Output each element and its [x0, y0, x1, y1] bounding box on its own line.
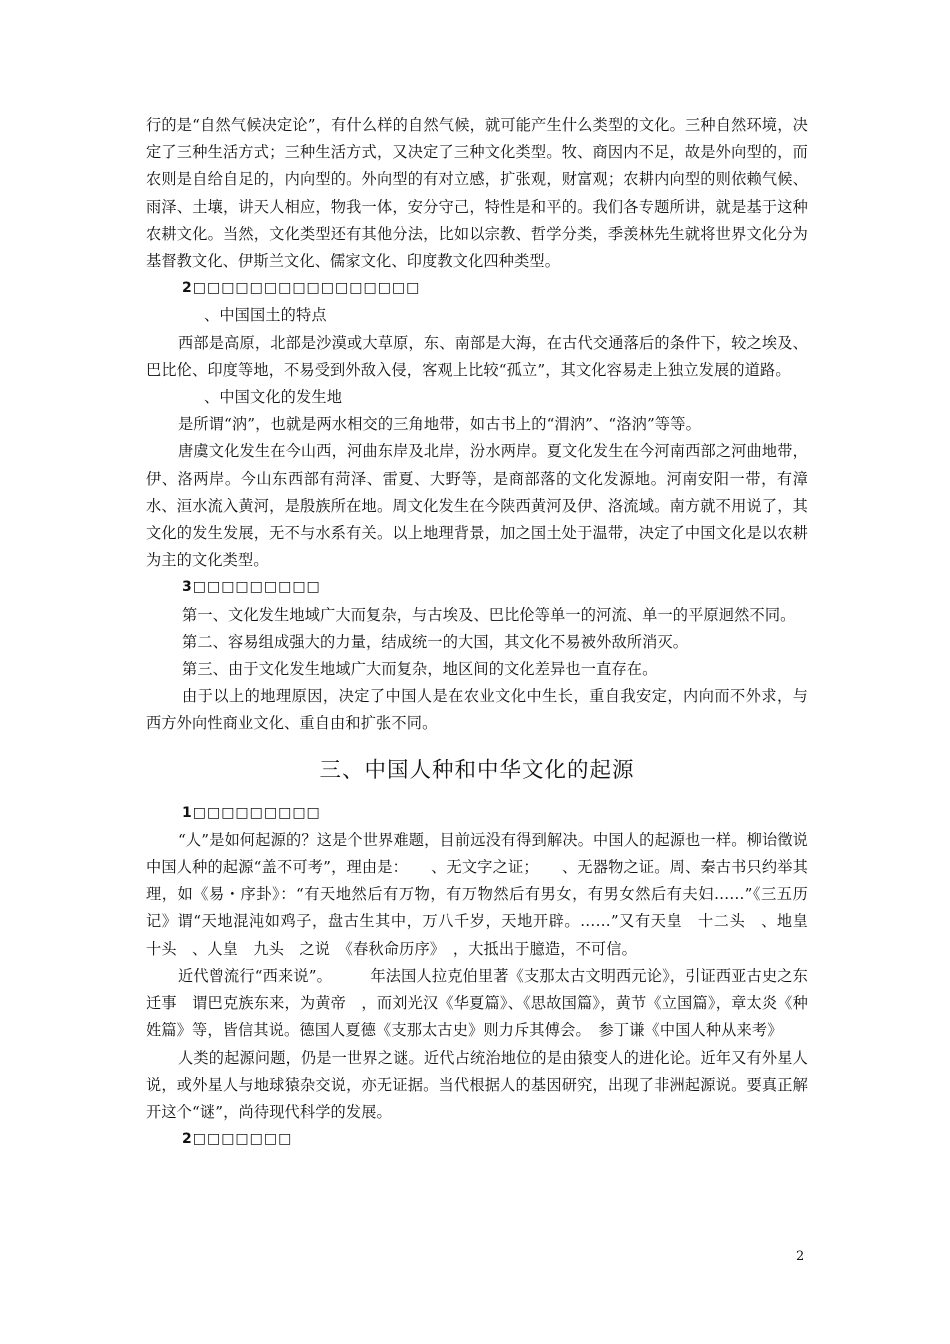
paragraph: 人类的起源问题，仍是一世界之谜。近代占统治地位的是由猿变人的进化论。近年又有外星人说，或外星人与地球猿杂交说，亦无证据。当代根据人的基因研究，出现了非洲起源说。要真正解开这个“谜”，尚待现代科学的发展。: [146, 1048, 808, 1121]
subheading-3: 3□□□□□□□□□: [182, 579, 321, 596]
paragraph: 行的是“自然气候决定论”，有什么样的自然气候，就可能产生什么类型的文化。三种自然环境，决定了三种生活方式；三种生活方式，又决定了三种文化类型。牧、商因内不足，故是外向型的，而农则是自给自足的，内向型的。外向型的有对立感，扩张观，财富观；农耕内向型的则依赖气候、雨泽、土壤，讲天人相应，物我一体，安分守己，特性是和平的。我们各专题所讲，就是基于这种农耕文化。当然，文化类型还有其他分法，比如以宗教、哲学分类，季羡林先生就将世界文化分为基督教文化、伊斯兰文化、儒家文化、印度教文化四种类型。: [146, 116, 808, 271]
paragraph: 第二、容易组成强大的力量，结成统一的大国，其文化不易被外敌所消灭。: [182, 632, 689, 651]
subheading-item: 、中国国土的特点: [204, 306, 327, 325]
page-number: 2: [796, 1249, 805, 1264]
subheading-1: 1□□□□□□□□□: [182, 804, 321, 821]
subheading-item: 、中国文化的发生地: [204, 388, 343, 407]
paragraph: 西部是高原，北部是沙漠或大草原，东、南部是大海，在古代交通落后的条件下，较之埃及、巴比伦、印度等地，不易受到外敌入侵，客观上比较“孤立”，其文化容易走上独立发展的道路。: [146, 333, 808, 379]
paragraph: 是所谓“汭”，也就是两水相交的三角地带，如古书上的“渭汭”、“洛汭”等等。: [178, 415, 701, 434]
subheading-2: 2□□□□□□□□□□□□□□□□: [182, 280, 421, 297]
paragraph: 第三、由于文化发生地域广大而复杂，地区间的文化差异也一直存在。: [182, 660, 658, 679]
body-text: [146, 112, 824, 1153]
paragraph: 由于以上的地理原因，决定了中国人是在农业文化中生长，重自我安定，内向而不外求，与西方外向性商业文化、重自由和扩张不同。: [146, 687, 808, 733]
section-title: 三、中国人种和中华文化的起源: [319, 757, 635, 783]
paragraph: 近代曾流行“西来说”。 年法国人拉克伯里著《支那太古文明西元论》，引证西亚古史之东迁事 谓巴克族东来，为黄帝 ，而刘光汉《华夏篇》、《思故国篇》，黄节《立国篇》，章太炎《种姓篇》等，皆信其说。德国人夏德《支那太古史》则力斥其傅会。 参丁谦《中国人种从来考》: [146, 966, 808, 1040]
subheading-2b: 2□□□□□□□: [182, 1131, 293, 1148]
paragraph: 第一、文化发生地域广大而复杂，与古埃及、巴比伦等单一的河流、单一的平原迥然不同。: [182, 605, 796, 624]
paragraph: “人”是如何起源的？这是个世界难题，目前远没有得到解决。中国人的起源也一样。柳诒徵说中国人种的起源“盖不可考”，理由是： 、无文字之证； 、无器物之证。周、秦古书只约举其理，如《易・序卦》：“有天地然后有万物，有万物然后有男女，有男女然后有夫妇……”《三五历记》谓“天地混沌如鸡子，盘古生其中，万八千岁，天地开辟。……”又有天皇 十二头 、地皇 十头 、人皇 九头 之说 《春秋命历序》 ，大抵出于臆造，不可信。: [146, 830, 824, 958]
paragraph: 唐虞文化发生在今山西，河曲东岸及北岸，汾水两岸。夏文化发生在今河南西部之河曲地带，伊、洛两岸。今山东西部有菏泽、雷夏、大野等，是商部落的文化发源地。河南安阳一带，有漳水、洹水流入黄河，是殷族所在地。周文化发生在今陕西黄河及伊、洛流域。南方就不用说了，其文化的发生发展，无不与水系有关。以上地理背景，加之国土处于温带，决定了中国文化是以农耕为主的文化类型。: [146, 442, 808, 570]
